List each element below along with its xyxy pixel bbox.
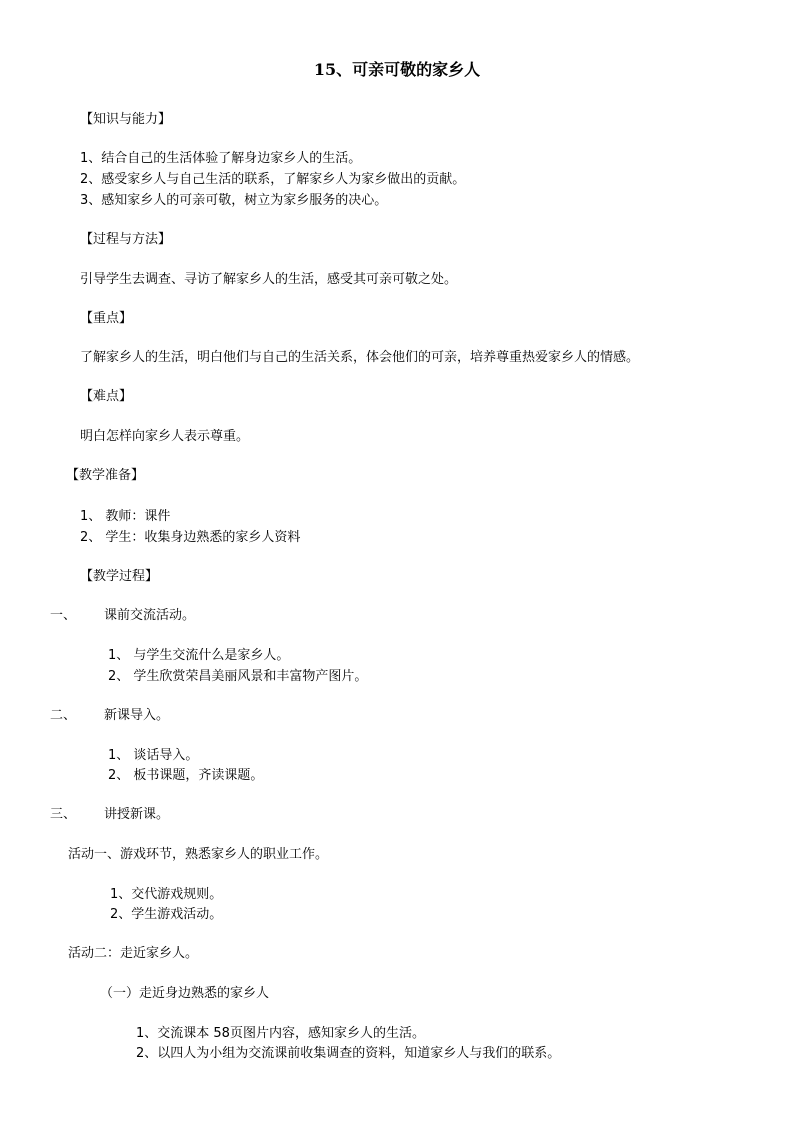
activity-one-label: 活动一、游戏环节，熟悉家乡人的职业工作。 (68, 847, 329, 862)
activity-two-label: 活动二：走近家乡人。 (68, 946, 199, 961)
part-label: 讲授新课。 (104, 807, 170, 822)
heading-teaching: 【教学过程】 (80, 569, 159, 584)
heading-knowledge: 【知识与能力】 (80, 112, 172, 127)
list-item: 2、以四人为小组为交流课前收集调查的资料，知道家乡人与我们的联系。 (136, 1046, 561, 1061)
list-item: 1、交流课本 58页图片内容，感知家乡人的生活。 (136, 1026, 425, 1041)
list-item: 1、 教师：课件 (80, 509, 171, 524)
part-one (50, 608, 195, 624)
list-item: 3、感知家乡人的可亲可敬，树立为家乡服务的决心。 (80, 193, 388, 208)
paragraph-key: 了解家乡人的生活，明白他们与自己的生活关系，体会他们的可亲，培养尊重热爱家乡人的情感。 (80, 350, 640, 365)
part-label: 课前交流活动。 (104, 608, 196, 623)
list-item: 2、 学生：收集身边熟悉的家乡人资料 (80, 530, 301, 545)
list-item: 2、学生游戏活动。 (110, 907, 223, 922)
paragraph-difficulty: 明白怎样向家乡人表示尊重。 (80, 429, 250, 444)
document-title: 15、可亲可敬的家乡人 (313, 60, 481, 79)
list-item: 1、 与学生交流什么是家乡人。 (108, 648, 290, 663)
list-item: 1、交代游戏规则。 (110, 887, 223, 902)
subsection-label: （一）走近身边熟悉的家乡人 (100, 986, 270, 1001)
list-item: 2、感受家乡人与自己生活的联系，了解家乡人为家乡做出的贡献。 (80, 172, 466, 187)
part-number: 二、 (50, 708, 77, 723)
list-item: 2、 学生欣赏荣昌美丽风景和丰富物产图片。 (108, 669, 368, 684)
part-two (50, 708, 169, 724)
heading-process: 【过程与方法】 (80, 232, 172, 247)
part-number: 一、 (50, 608, 77, 623)
list-item: 2、 板书课题，齐读课题。 (108, 768, 264, 783)
paragraph-process: 引导学生去调查、寻访了解家乡人的生活，感受其可亲可敬之处。 (80, 272, 458, 287)
list-item: 1、结合自己的生活体验了解身边家乡人的生活。 (80, 151, 362, 166)
part-number: 三、 (50, 807, 77, 822)
heading-key: 【重点】 (80, 311, 133, 326)
part-label: 新课导入。 (104, 708, 170, 723)
part-three (50, 807, 169, 823)
heading-prep: 【教学准备】 (66, 468, 145, 483)
list-item: 1、 谈话导入。 (108, 748, 199, 763)
heading-difficulty: 【难点】 (80, 389, 133, 404)
